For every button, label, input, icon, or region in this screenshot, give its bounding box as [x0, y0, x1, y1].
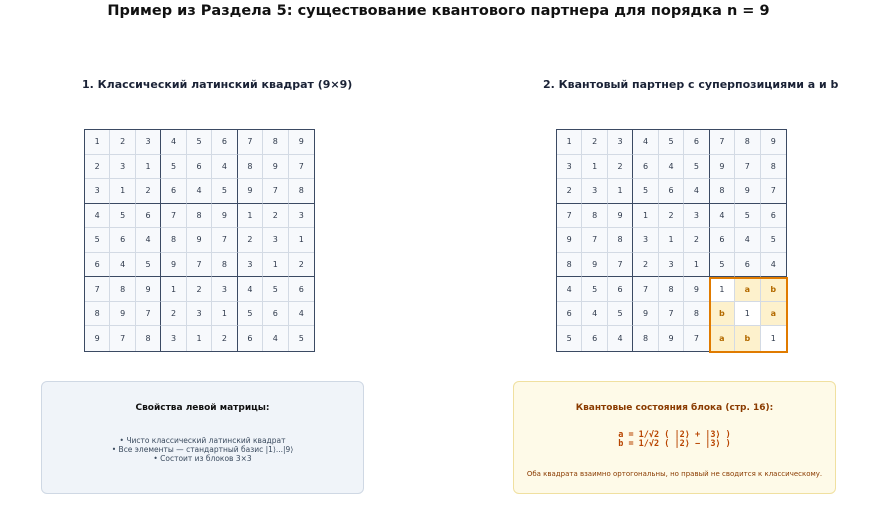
grid-cell: 1: [161, 277, 186, 302]
left-panel-line-1: • Чисто классический латинский квадрат: [119, 436, 286, 445]
grid-cell: 4: [684, 179, 709, 204]
grid-cell: 3: [684, 204, 709, 229]
grid-cell: 5: [238, 302, 263, 327]
grid-cell: 3: [289, 204, 314, 229]
grid-cell: 9: [187, 228, 212, 253]
grid-cell: 4: [633, 130, 658, 155]
grid-cell: 9: [161, 253, 186, 278]
grid-cell: 6: [608, 277, 633, 302]
grid-cell: 5: [212, 179, 237, 204]
grid-cell: 4: [735, 228, 760, 253]
grid-cell: 8: [761, 155, 786, 180]
grid-cell: 4: [110, 253, 135, 278]
grid-cell: 2: [608, 155, 633, 180]
grid-cell: 4: [710, 204, 735, 229]
left-square-title: 1. Классический латинский квадрат (9×9): [82, 78, 353, 91]
grid-cell: 3: [110, 155, 135, 180]
grid-cell: 8: [710, 179, 735, 204]
grid-cell: 4: [187, 179, 212, 204]
grid-cell: 2: [633, 253, 658, 278]
grid-cell: 4: [289, 302, 314, 327]
grid-cell: 6: [710, 228, 735, 253]
grid-cell: 8: [659, 277, 684, 302]
grid-cell: 5: [110, 204, 135, 229]
grid-cell: 1: [187, 326, 212, 351]
grid-cell: 9: [735, 179, 760, 204]
grid-cell: 5: [710, 253, 735, 278]
grid-cell: 4: [136, 228, 161, 253]
grid-cell: 5: [161, 155, 186, 180]
grid-cell: 9: [710, 155, 735, 180]
grid-cell: 2: [557, 179, 582, 204]
grid-cell: 6: [735, 253, 760, 278]
grid-cell: 7: [659, 302, 684, 327]
grid-cell: 9: [761, 130, 786, 155]
grid-cell: 3: [608, 130, 633, 155]
grid-cell: 7: [735, 155, 760, 180]
grid-cell: 7: [238, 130, 263, 155]
grid-cell: 3: [263, 228, 288, 253]
grid-cell: 9: [238, 179, 263, 204]
grid-cell: 4: [582, 302, 607, 327]
grid-cell: b: [761, 277, 786, 302]
grid-cell: 7: [557, 204, 582, 229]
grid-cell: 6: [110, 228, 135, 253]
grid-cell: 6: [85, 253, 110, 278]
grid-cell: 1: [557, 130, 582, 155]
grid-cell: 8: [136, 326, 161, 351]
left-panel-heading: Свойства левой матрицы:: [135, 403, 270, 413]
grid-cell: 6: [136, 204, 161, 229]
grid-cell: 8: [85, 302, 110, 327]
grid-cell: b: [710, 302, 735, 327]
grid-cell: 8: [161, 228, 186, 253]
grid-cell: 7: [633, 277, 658, 302]
grid-cell: a: [761, 302, 786, 327]
grid-cell: 5: [608, 302, 633, 327]
grid-cell: 5: [85, 228, 110, 253]
grid-cell: 5: [761, 228, 786, 253]
grid-cell: 7: [187, 253, 212, 278]
grid-cell: 4: [212, 155, 237, 180]
grid-cell: 7: [684, 326, 709, 351]
grid-cell: 6: [161, 179, 186, 204]
grid-cell: 8: [238, 155, 263, 180]
grid-cell: 6: [582, 326, 607, 351]
grid-cell: 8: [684, 302, 709, 327]
grid-cell: 6: [761, 204, 786, 229]
grid-cell: 9: [85, 326, 110, 351]
grid-cell: 5: [735, 204, 760, 229]
grid-cell: 5: [298, 334, 304, 344]
grid-cell: 1: [212, 302, 237, 327]
grid-cell: 7: [289, 155, 314, 180]
grid-cell: 6: [659, 179, 684, 204]
classical-latin-square-grid: [84, 129, 315, 352]
grid-cell: 1: [582, 155, 607, 180]
grid-cell: 8: [735, 130, 760, 155]
grid-cell: 9: [608, 204, 633, 229]
formula-a: a = 1/√2 ( |2⟩ + |3⟩ ): [618, 430, 731, 440]
grid-cell: 5: [136, 253, 161, 278]
grid-cell: 9: [212, 204, 237, 229]
grid-cell: 9: [582, 253, 607, 278]
grid-cell: 8: [557, 253, 582, 278]
grid-cell: 2: [238, 228, 263, 253]
grid-cell: 5: [557, 326, 582, 351]
grid-cell: 1: [659, 228, 684, 253]
grid-cell: 7: [761, 179, 786, 204]
grid-cell: 3: [582, 179, 607, 204]
grid-cell: 3: [633, 228, 658, 253]
grid-cell: 5: [263, 277, 288, 302]
grid-cell: 4: [659, 155, 684, 180]
grid-cell: 6: [263, 302, 288, 327]
grid-cell: 5: [187, 130, 212, 155]
grid-cell: 2: [684, 228, 709, 253]
grid-cell: 2: [161, 302, 186, 327]
grid-cell: 8: [608, 228, 633, 253]
grid-cell: 4: [238, 277, 263, 302]
grid-cell: 1: [263, 253, 288, 278]
grid-cell: a: [735, 277, 760, 302]
grid-cell: 2: [187, 277, 212, 302]
grid-cell: 1: [238, 204, 263, 229]
grid-cell: 4: [761, 253, 786, 278]
grid-cell: 7: [263, 179, 288, 204]
grid-cell: 1: [684, 253, 709, 278]
grid-cell: 2: [582, 130, 607, 155]
grid-cell: 8: [582, 204, 607, 229]
grid-cell: 7: [582, 228, 607, 253]
grid-cell: 2: [289, 253, 314, 278]
grid-cell: 1: [633, 204, 658, 229]
grid-cell: 4: [557, 277, 582, 302]
grid-cell: 6: [212, 130, 237, 155]
grid-cell: 7: [136, 302, 161, 327]
grid-cell: b: [735, 326, 760, 351]
grid-cell: 1: [289, 228, 314, 253]
grid-cell: 4: [263, 326, 288, 351]
page-title: Пример из Раздела 5: существование квантового партнера для порядка n = 9: [107, 3, 770, 19]
grid-cell: 6: [238, 326, 263, 351]
grid-cell: 2: [263, 204, 288, 229]
grid-cell: 8: [187, 204, 212, 229]
grid-cell: 3: [85, 179, 110, 204]
grid-cell: 8: [633, 326, 658, 351]
grid-cell: 1: [608, 179, 633, 204]
left-panel-line-3: • Состоит из блоков 3×3: [153, 454, 252, 463]
grid-cell: 5: [582, 277, 607, 302]
grid-cell: 4: [608, 326, 633, 351]
grid-cell: 7: [608, 253, 633, 278]
grid-cell: 1: [136, 155, 161, 180]
grid-cell: 3: [659, 253, 684, 278]
grid-cell: 7: [212, 228, 237, 253]
grid-cell: 8: [110, 277, 135, 302]
grid-cell: 4: [85, 204, 110, 229]
grid-cell: 2: [212, 326, 237, 351]
grid-cell: 4: [161, 130, 186, 155]
quantum-states-panel: [513, 381, 836, 494]
grid-cell: 9: [110, 302, 135, 327]
grid-cell: 5: [633, 179, 658, 204]
grid-cell: 9: [557, 228, 582, 253]
grid-cell: 1: [110, 179, 135, 204]
grid-cell: 8: [289, 179, 314, 204]
grid-cell: 9: [633, 302, 658, 327]
grid-cell: 1: [85, 130, 110, 155]
grid-cell: 6: [187, 155, 212, 180]
left-panel-line-2: • Все элементы — стандартный базис |1⟩...|9⟩: [111, 445, 294, 454]
grid-cell: 7: [161, 204, 186, 229]
grid-cell: 8: [263, 130, 288, 155]
grid-cell: 5: [659, 130, 684, 155]
grid-cell: 1: [710, 277, 735, 302]
formula-b: b = 1/√2 ( |2⟩ − |3⟩ ): [618, 439, 731, 449]
grid-cell: a: [710, 326, 735, 351]
grid-cell: 3: [161, 326, 186, 351]
grid-cell: 6: [289, 277, 314, 302]
grid-cell: 7: [710, 130, 735, 155]
grid-cell: 8: [212, 253, 237, 278]
grid-cell: 2: [85, 155, 110, 180]
grid-cell: 3: [212, 277, 237, 302]
grid-cell: 9: [659, 326, 684, 351]
grid-cell: 5: [684, 155, 709, 180]
grid-cell: 6: [633, 155, 658, 180]
grid-cell: 9: [263, 155, 288, 180]
grid-cell: 1: [761, 326, 786, 351]
right-panel-heading: Квантовые состояния блока (стр. 16):: [575, 403, 774, 413]
grid-cell: 2: [110, 130, 135, 155]
grid-cell: 1: [735, 302, 760, 327]
grid-cell: 3: [557, 155, 582, 180]
right-square-title: 2. Квантовый партнер с суперпозициями a и b: [543, 78, 839, 91]
grid-cell: 6: [684, 130, 709, 155]
orthogonality-note: Оба квадрата взаимно ортогональны, но правый не сводится к классическому.: [526, 470, 823, 478]
grid-cell: 6: [557, 302, 582, 327]
grid-cell: 3: [187, 302, 212, 327]
grid-cell: 2: [136, 179, 161, 204]
grid-cell: 9: [289, 130, 314, 155]
grid-cell: 2: [659, 204, 684, 229]
quantum-partner-grid: [556, 129, 787, 352]
grid-cell: 9: [136, 277, 161, 302]
grid-cell: 3: [136, 130, 161, 155]
grid-cell: 7: [85, 277, 110, 302]
grid-cell: 3: [238, 253, 263, 278]
grid-cell: 7: [110, 326, 135, 351]
left-properties-panel: [41, 381, 364, 494]
grid-cell: 9: [684, 277, 709, 302]
